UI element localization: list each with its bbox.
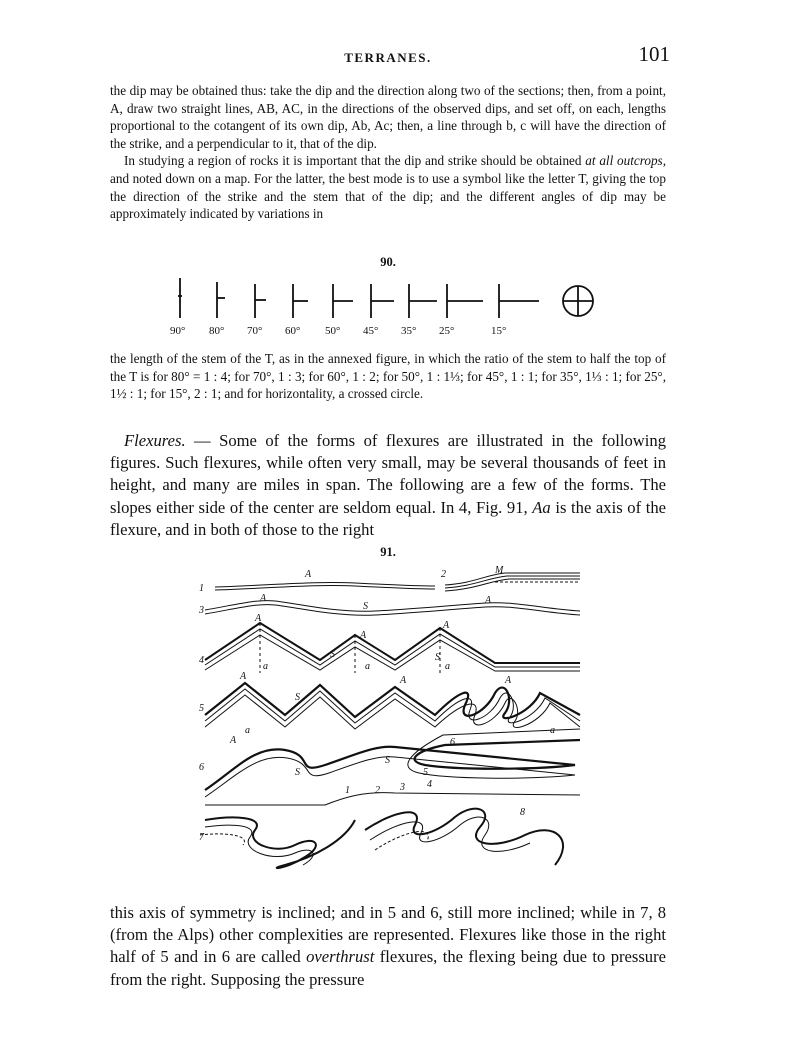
dip-label: 25° (439, 325, 455, 337)
dip-label: 15° (491, 325, 507, 337)
fig91-letter: a (263, 661, 268, 672)
fig91-letter: M (495, 565, 504, 576)
flexure-1-strata (215, 582, 435, 587)
fig91-letter: a (245, 725, 250, 736)
fig91-letter: S (385, 755, 390, 766)
fig91-row-number: 8 (520, 807, 525, 818)
dip-label: 80° (209, 325, 225, 337)
fig91-row-number: 4 (199, 655, 204, 666)
overthrust-italic: overthrust (306, 947, 375, 967)
flexures-text-end: is the axis of the flexure, and in both of those to the right (110, 497, 666, 539)
flexure-6-strata (205, 740, 580, 790)
page-number: 101 (638, 42, 670, 66)
paragraph-overthrust (110, 902, 666, 991)
fig91-letter: 3 (400, 782, 405, 793)
fig91-letter: A (505, 675, 512, 686)
dip-label: 90° (170, 325, 186, 337)
overthrust-text-block (110, 902, 666, 991)
paragraph-outcrops (110, 152, 666, 222)
fig91-letter: A (260, 593, 267, 604)
fig91-letter: A (400, 675, 407, 686)
fig91-letter: A (255, 613, 262, 624)
fig91-letter: A (305, 569, 312, 580)
fig91-row-number: 1 (199, 583, 204, 594)
fig91-row-number: 7 (199, 832, 204, 843)
page-header (110, 42, 670, 72)
outcrops-text-end: and noted down on a map. For the latter, the best mode is to use a symbol like the letter T, giving the top the direction of the strike and the stem that of the dip; and the different angles of dip may be approximately indicated by variations in (110, 170, 666, 222)
overthrust-text-start: this axis of symmetry is inclined; and in 5 and 6, still more inclined; while in 7, 8 (from the Alps) other complexities are represented. Flexures like those in the right half of 5 and in 6 are called (110, 903, 666, 967)
fig91-letter: a (445, 661, 450, 672)
flexures-text-block (110, 430, 666, 541)
fig91-letter: 5 (423, 767, 428, 778)
fig91-letter: 2 (375, 785, 380, 796)
flexures-text: — Some of the forms of flexures are illustrated in the following figures. Such flexures, while often very small, may be several thousands of feet in height, and many are miles in span. The following are a few of the forms. The slopes either side of the center are seldom equal. In 4, Fig. 91, (110, 431, 666, 517)
fig91-letter: S (435, 652, 440, 663)
fig91-letter: A (485, 595, 492, 606)
paragraph-dip-ratios: the length of the stem of the T, as in the annexed figure, in which the ratio of the stem to half the top of the T is for 80° = 1 : 4; for 70°, 1 : 3; for 60°, 1 : 2; for 50°, 1 : 1⅓; for 45°, 1 : 1; for 35°, 1⅓ : 1; for 25°, 1½ : 1; for 15°, 2 : 1; and for horizontality, a crossed circle. (110, 351, 666, 402)
fig91-letter: 4 (427, 779, 432, 790)
fig91-letter: A (360, 630, 367, 641)
fig91-letter: a (550, 725, 555, 736)
fig91-row-number: 5 (199, 703, 204, 714)
flexure-4-strata (205, 623, 580, 663)
fig91-letter: 6 (450, 737, 455, 748)
fig91-row-number: 2 (441, 569, 446, 580)
axis-label-aa: Aa (532, 497, 551, 517)
outcrops-italic: at all outcrops, (585, 153, 666, 169)
dip-label: 35° (401, 325, 417, 337)
fig91-letter: S (363, 601, 368, 612)
fig91-letter: 1 (345, 785, 350, 796)
dip-label: 70° (247, 325, 263, 337)
overthrust-text-end: flexures, the flexing being due to pressure from the right. Supposing the pressure (110, 947, 667, 989)
fig91-letter: S (295, 767, 300, 778)
upper-text-block (110, 82, 666, 223)
dip-label: 45° (363, 325, 379, 337)
flexures-heading: Flexures. (124, 431, 186, 450)
figure-90-number: 90. (380, 255, 396, 269)
dip-ratio-text-block (110, 350, 666, 403)
dip-label: 60° (285, 325, 301, 337)
fig91-letter: A (443, 620, 450, 631)
fig91-row-number: 3 (199, 605, 204, 616)
fig91-letter: S (295, 692, 300, 703)
fig91-letter: A (230, 735, 237, 746)
figure-90-dip-symbols (165, 276, 605, 346)
figure-91-flexures (195, 565, 585, 885)
fig91-row-number: 6 (199, 762, 204, 773)
running-head: TERRANES. (344, 50, 432, 65)
fig91-letter: S (330, 649, 335, 660)
paragraph-dip-method: the dip may be obtained thus: take the dip and the direction along two of the sections; then, from a point, A, draw two straight lines, AB, AC, in the directions of the observed dips, and set off, on each, lengths proportional to the cotangent of its own dip, Ab, Ac; then, a line through b, c will have the direction of the strike, and a perpendicular to it, that of the dip. (110, 83, 666, 151)
fig91-letter: A (240, 671, 247, 682)
outcrops-text-start: In studying a region of rocks it is important that the dip and strike should be obtained (124, 153, 586, 169)
dip-label: 50° (325, 325, 341, 337)
paragraph-flexures (110, 430, 666, 541)
figure-91-number: 91. (380, 545, 396, 559)
fig91-letter: a (365, 661, 370, 672)
flexure-8-strata (365, 809, 563, 865)
